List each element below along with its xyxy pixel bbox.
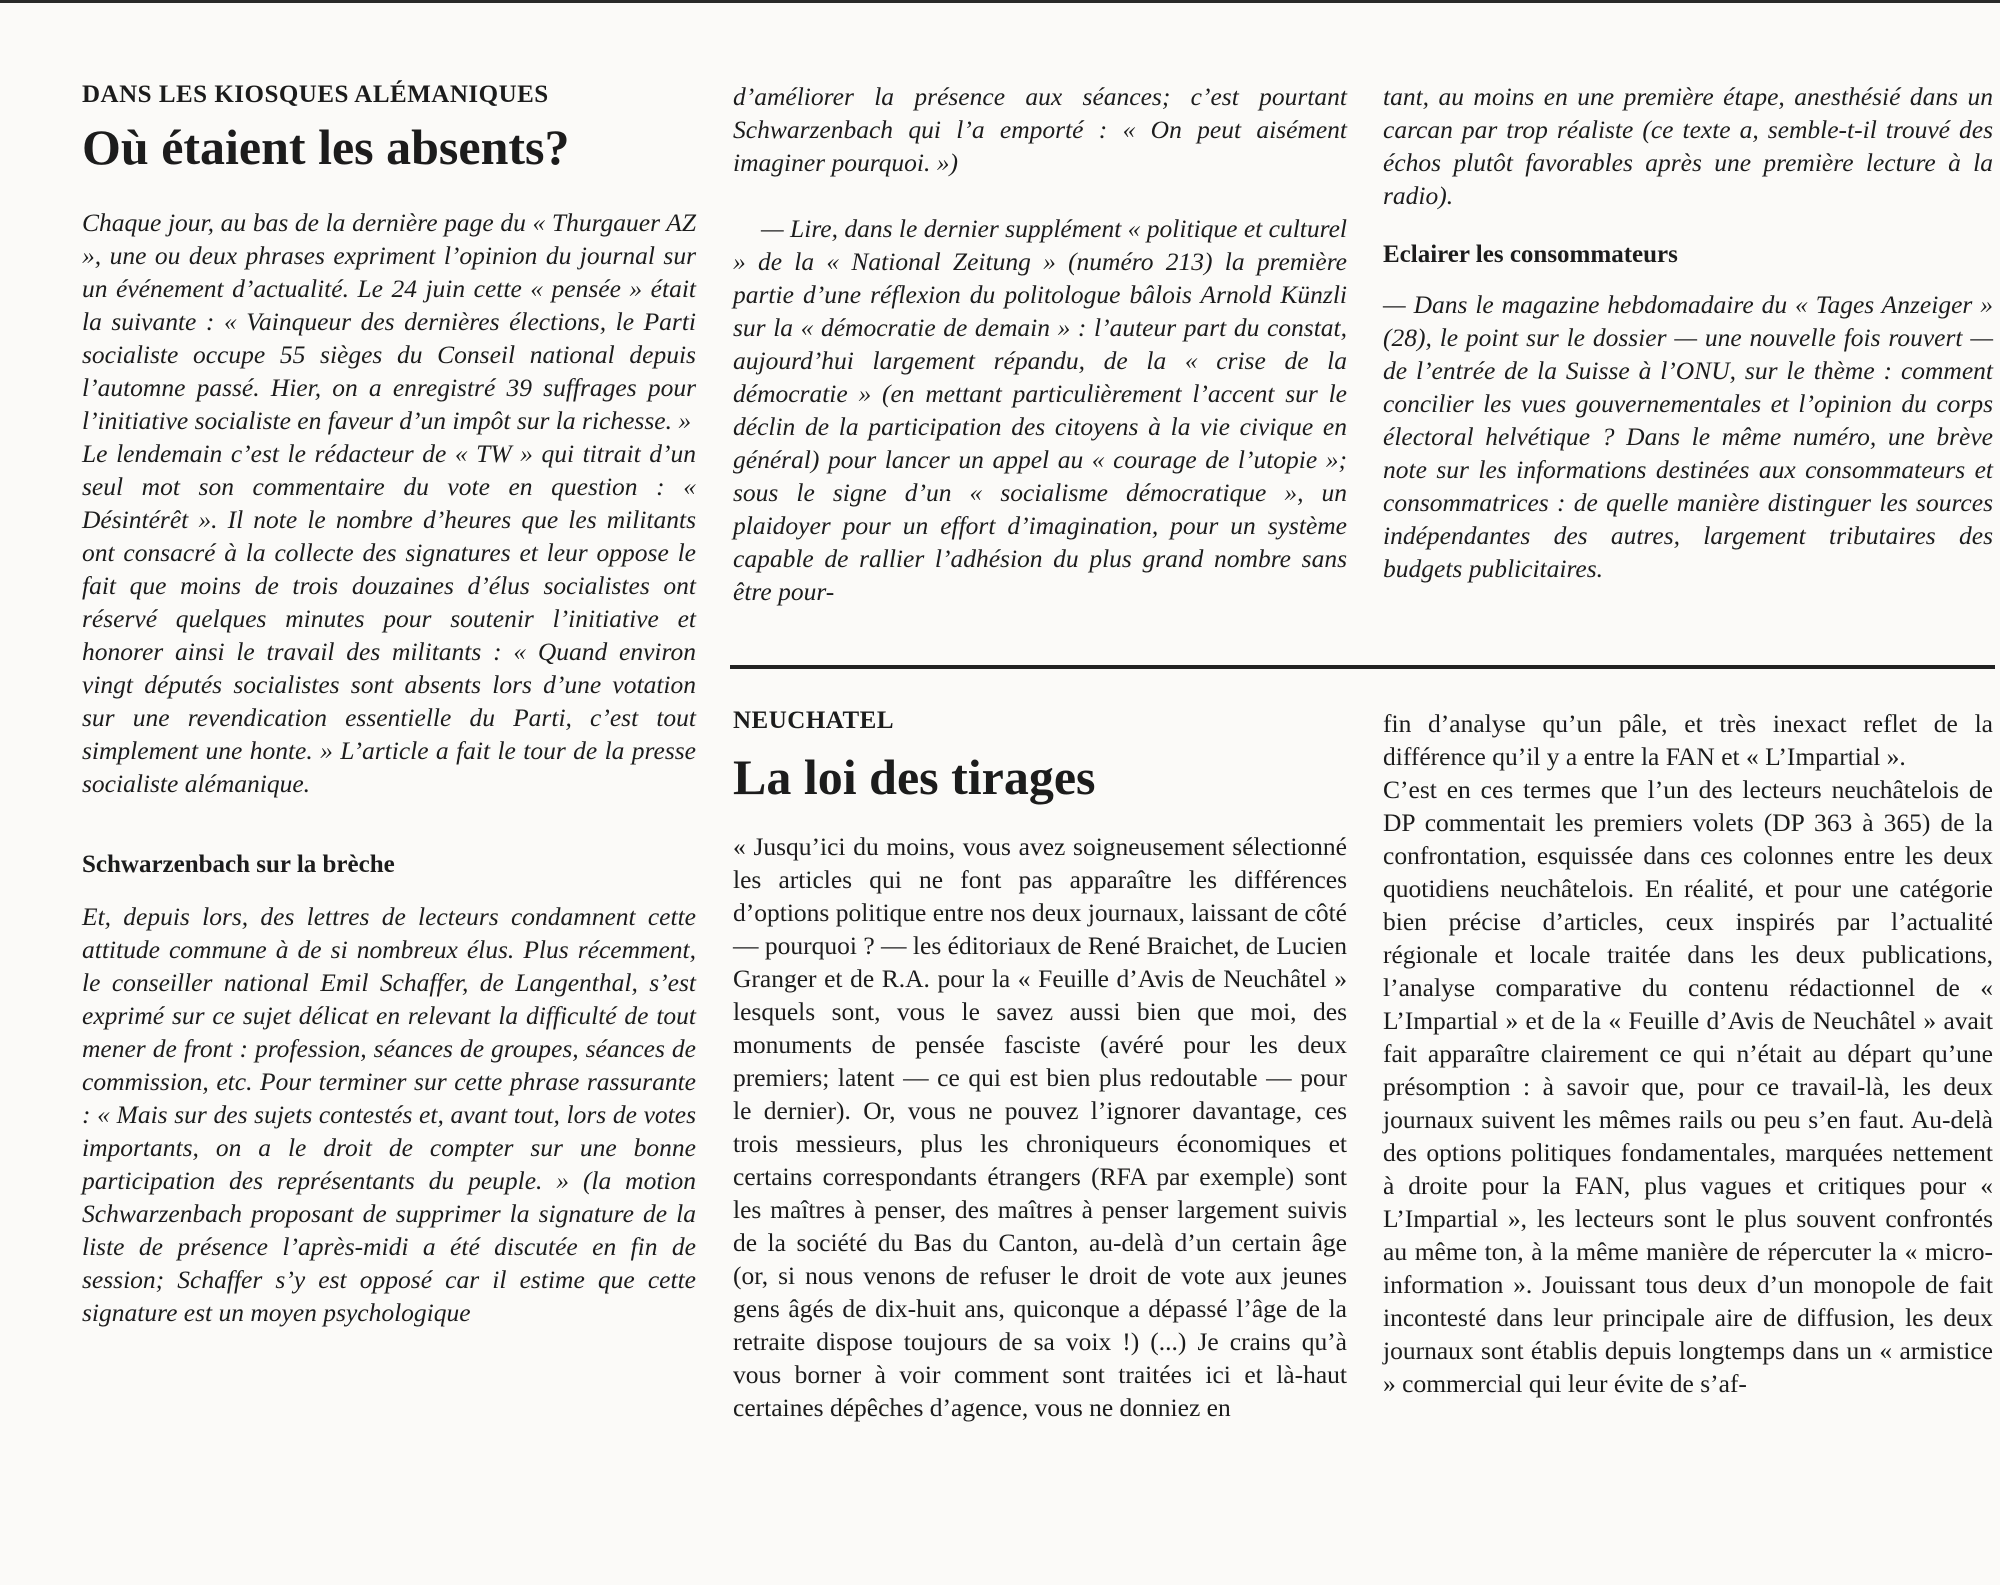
article1-column-2-paragraph-1: d’améliorer la présence aux séances; c’est pourtant Schwarzenbach qui l’a emporté : « On peut aisément imaginer pourquoi. ») <box>733 82 1347 177</box>
article2-column-3 <box>1383 707 1993 1400</box>
article2-kicker: NEUCHATEL <box>733 707 895 734</box>
article1-column-3-paragraph-1: tant, au moins en une première étape, anesthésié dans un carcan par trop réaliste (ce texte a, semble-t-il trouvé des échos plutôt favorables après une première lecture à la radio). <box>1383 82 1993 210</box>
article1-subhead: Schwarzenbach sur la brèche <box>82 851 395 878</box>
article1-column-3 <box>1383 80 1993 585</box>
article1-column-3-paragraph-2: — Dans le magazine hebdomadaire du « Tages Anzeiger » (28), le point sur le dossier — une nouvelle fois rouvert — de l’entrée de la Suisse à l’ONU, sur le thème : comment concilier les vues gouvernementales et l’opinion du corps électoral helvétique ? Dans le même numéro, une brève note sur les informations destinées aux consommateurs et consommatrices : de quelle manière distinguer les sources indépendantes des autres, largement tributaires des budgets publicitaires. <box>1383 290 1993 583</box>
article1-column-2 <box>733 80 1347 608</box>
article1-kicker: DANS LES KIOSQUES ALÉMANIQUES <box>82 81 549 108</box>
article2-title: La loi des tirages <box>733 749 1096 805</box>
article2-paragraph-1: « Jusqu’ici du moins, vous avez soigneusement sélectionné les articles qui ne font pas apparaître les différences d’options politique entre nos deux journaux, laissant de côté — pourquoi ? — les éditoriaux de René Braichet, de Lucien Granger et de R.A. pour la « Feuille d’Avis de Neuchâtel » lesquels sont, vous le savez aussi bien que moi, des monuments de pensée fasciste (avéré pour les deux premiers; latent — ce qui est bien plus redoutable — pour le dernier). Or, vous ne pouvez l’ignorer davantage, ces trois messieurs, plus les chroniqueurs économiques et certains correspondants étrangers (RFA par exemple) sont les maîtres à penser, des maîtres à penser largement suivis de la société du Bas du Canton, au-delà d’un certain âge (or, si nous venons de refuser le droit de vote aux jeunes gens âgés de dix-huit ans, quiconque a dépassé l’âge de la retraite dispose toujours de sa voix !) (...) Je crains qu’à vous borner à voir comment sont traitées ici et là-haut certaines dépêches d’agence, vous ne donniez en <box>733 832 1347 1422</box>
article2-column-2 <box>733 706 1347 1424</box>
article1-column-2-paragraph-2: — Lire, dans le dernier supplément « politique et culturel » de la « National Zeitung » (numéro 213) la première partie d’une réflexion du politologue bâlois Arnold Künzli sur la « démocratie de demain » : l’auteur part du constat, aujourd’hui largement répandu, de la « crise de la démocratie » (en mettant particulièrement l’accent sur le déclin de la participation des citoyens à la vie civique en général) pour lancer un appel au « courage de l’utopie »; sous le signe d’un « socialisme démocratique », un plaidoyer pour un effort d’imagination, pour un système capable de rallier l’adhésion du plus grand nombre sans être pour- <box>733 214 1347 606</box>
section-divider <box>730 665 1995 669</box>
article1-paragraph-2: Le lendemain c’est le rédacteur de « TW » qui titrait d’un seul mot son commentaire du vote en question : « Désintérêt ». Il note le nombre d’heures que les militants ont consacré à la collecte des signatures et leur oppose le fait que moins de trois douzaines d’élus socialistes ont réservé quelques minutes pour soutenir l’initiative et honorer ainsi le travail des militants : « Quand environ vingt députés socialistes sont absents lors d’une votation sur une revendication essentielle du Parti, c’est tout simplement une honte. » L’article a fait le tour de la presse socialiste alémanique. <box>82 439 696 798</box>
article2-column-3-paragraph-2: C’est en ces termes que l’un des lecteurs neuchâtelois de DP commentait les premiers volets (DP 363 à 365) de la confrontation, esquissée dans ces colonnes entre les deux quotidiens neuchâtelois. En réalité, et pour une catégorie bien précise d’articles, ceux inspirés par l’actualité régionale et locale traitée dans les deux publications, l’analyse comparative du contenu rédactionnel de « L’Impartial » et de la « Feuille d’Avis de Neuchâtel » avait fait apparaître clairement ce qui n’était au départ qu’une présomption : à savoir que, pour ce travail-là, les deux journaux suivent les mêmes rails ou peu s’en faut. Au-delà des options politiques fondamentales, marquées nettement à droite pour la FAN, plus vagues et critiques pour « L’Impartial », les lecteurs sont le plus souvent confrontés au même ton, à la même manière de répercuter la « micro-information ». Jouissant tous deux d’un monopole de fait incontesté dans leur principale aire de diffusion, les deux journaux sont établis depuis longtemps dans un « armistice » commercial qui leur évite de s’af- <box>1383 775 1993 1398</box>
article1-column-1 <box>82 80 696 1329</box>
article1-subhead-2: Eclairer les consommateurs <box>1383 241 1678 268</box>
article1-paragraph-3: Et, depuis lors, des lettres de lecteurs condamnent cette attitude commune à de si nombreux élus. Plus récemment, le conseiller national Emil Schaffer, de Langenthal, s’est exprimé sur ce sujet délicat en relevant la difficulté de tout mener de front : profession, séances de groupes, séances de commission, etc. Pour terminer sur cette phrase rassurante : « Mais sur des sujets contestés et, avant tout, lors de votes importants, on a le droit de compter sur une bonne participation des représentants du peuple. » (la motion Schwarzenbach proposant de supprimer la signature de la liste de présence l’après-midi a été discutée en fin de session; Schaffer s’y est opposé car il estime que cette signature est un moyen psychologique <box>82 902 696 1327</box>
article2-column-3-paragraph-1: fin d’analyse qu’un pâle, et très inexact reflet de la différence qu’il y a entre la FAN et « L’Impartial ». <box>1383 709 1993 771</box>
article1-paragraph-1: Chaque jour, au bas de la dernière page du « Thurgauer AZ », une ou deux phrases expriment l’opinion du journal sur un événement d’actualité. Le 24 juin cette « pensée » était la suivante : « Vainqueur des dernières élections, le Parti socialiste occupe 55 sièges du Conseil national depuis l’automne passé. Hier, on a enregistré 39 suffrages pour l’initiative socialiste en faveur d’un impôt sur la richesse. » <box>82 208 696 435</box>
top-rule <box>0 0 2000 3</box>
article1-title: Où étaient les absents? <box>82 119 570 175</box>
